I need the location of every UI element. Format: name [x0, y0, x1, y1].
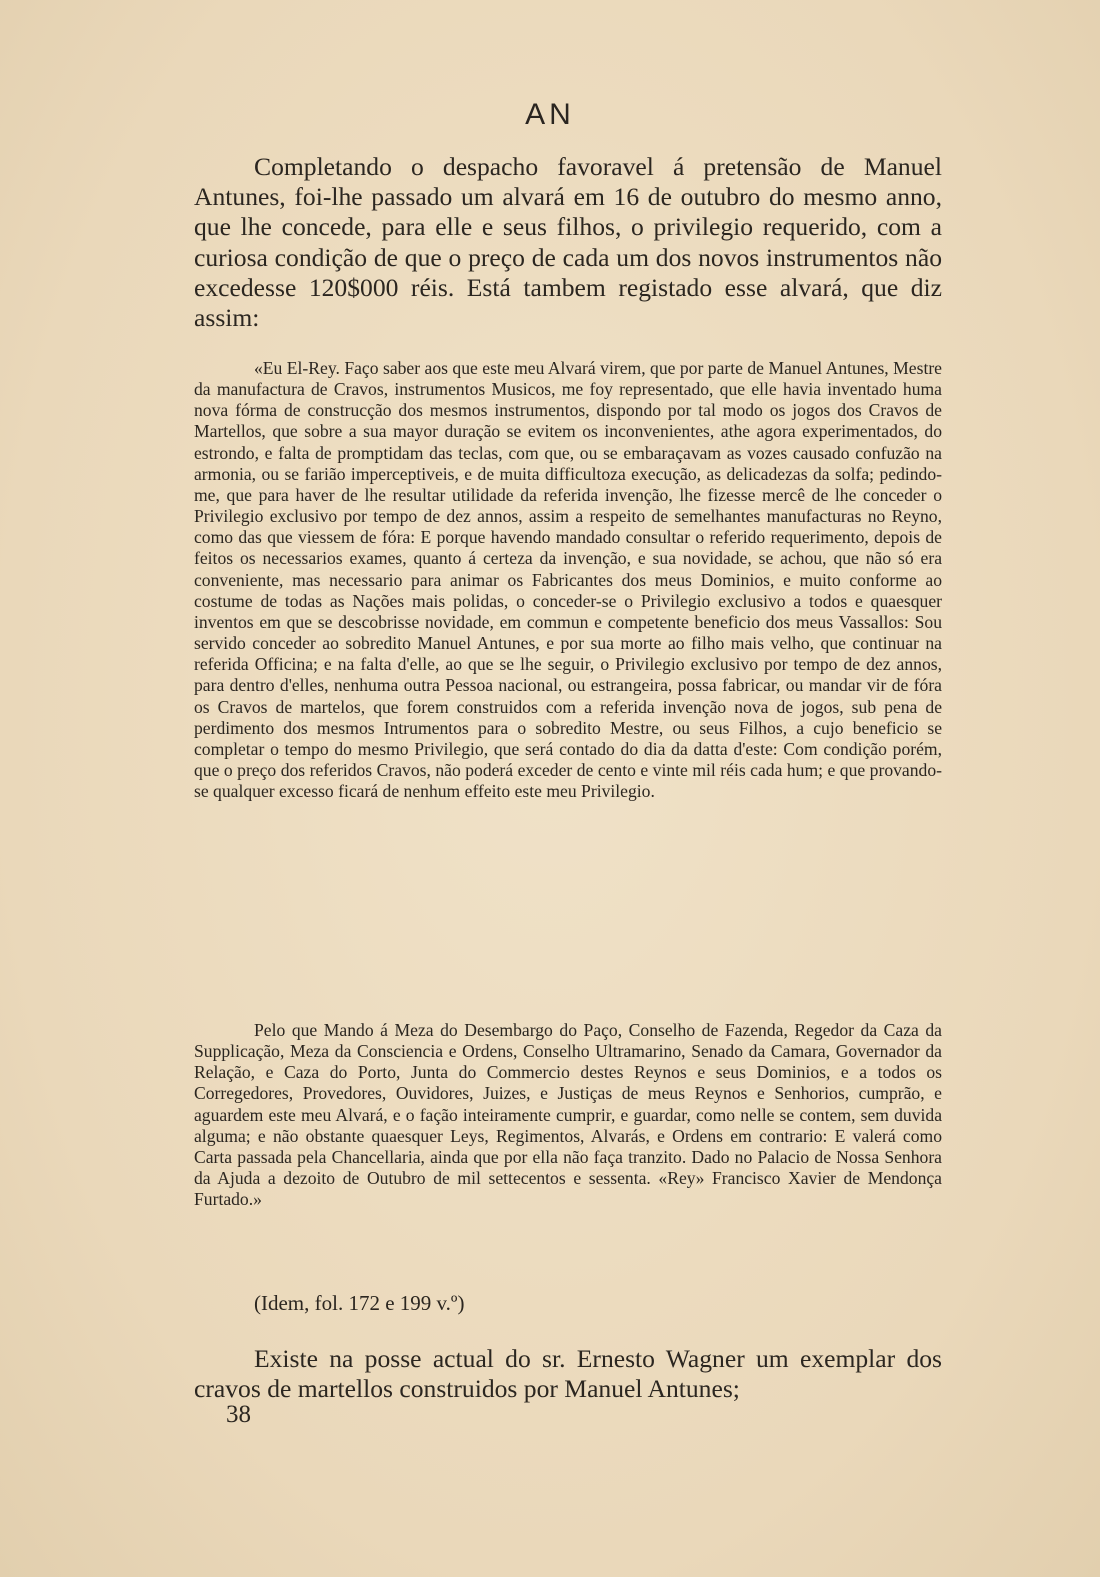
intro-paragraph: Completando o despacho favoravel á pretensão de Manuel Antunes, foi-lhe passado um alvará em 16 de outubro do mesmo anno, que lhe concede, para elle e seus filhos, o privilegio requerido, com a curiosa condição de que o preço de cada um dos novos instrumentos não excedesse 120$000 réis. Está tambem registado esse alvará, que diz assim:	[194, 152, 942, 333]
closing-paragraph: Existe na posse actual do sr. Ernesto Wagner um exemplar dos cravos de martellos construidos por Manuel Antunes;	[194, 1344, 942, 1404]
page-number: 38	[226, 1401, 251, 1428]
alvara-paragraph-1: «Eu El-Rey. Faço saber aos que este meu Alvará virem, que por parte de Manuel Antunes, Mestre da manufactura de Cravos, instrumentos Musicos, me foy representado, que elle havia inventado huma nova fórma de construcção dos mesmos instrumentos, dispondo por tal modo os jogos dos Cravos de Martellos, que sobre a sua mayor duração se evitem os inconvenientes, athe agora experimentados, do estrondo, e falta de promptidam das teclas, com que, ou se embaraçavam as vozes causado confuzão na armonia, ou se farião imperceptiveis, e de muita difficultoza execução, as delicadezas da solfa; pedindo-me, que para haver de lhe resultar utilidade da referida invenção, lhe fizesse mercê de lhe conceder o Privilegio exclusivo por tempo de dez annos, assim a respeito de semelhantes manufacturas no Reyno, como das que viessem de fóra: E porque havendo mandado consultar o referido requerimento, depois de feitos os necessarios exames, quanto á certeza da invenção, e sua novidade, se achou, que não só era conveniente, mas necessario para animar os Fabricantes dos meus Dominios, e muito conforme ao costume de todas as Nações mais polidas, o conceder-se o Privilegio exclusivo a todos e quaesquer inventos em que se descobrisse novidade, em commun e competente beneficio dos meus Vassallos: Sou servido conceder ao sobredito Manuel Antunes, e por sua morte ao filho mais velho, que continuar na referida Officina; e na falta d'elle, ao que se lhe seguir, o Privilegio exclusivo por tempo de dez annos, para dentro d'elles, nenhuma outra Pessoa nacional, ou estrangeira, possa fabricar, ou mandar vir de fóra os Cravos de martelos, que forem construidos com a referida invenção nova de jogos, sub pena de perdimento dos mesmos Intrumentos para o sobredito Mestre, ou seus Filhos, a cujo beneficio se completar o tempo do mesmo Privilegio, que será contado do dia da datta d'este: Com condição porém, que o preço dos referidos Cravos, não poderá exceder de cento e vinte mil réis cada hum; e que provando-se qualquer excesso ficará de nenhum effeito este meu Privilegio.	[194, 358, 942, 802]
alvara-paragraph-2: Pelo que Mando á Meza do Desembargo do Paço, Conselho de Fazenda, Regedor da Caza da Supplicação, Meza da Consciencia e Ordens, Conselho Ultramarino, Senado da Camara, Governador da Relação, e Caza do Porto, Junta do Commercio destes Reynos e seus Dominios, e a todos os Corregedores, Provedores, Ouvidores, Juizes, e Justiças de meus Reynos e Senhorios, cumprão, e aguardem este meu Alvará, e o fação inteiramente cumprir, e guardar, como nelle se contem, sem duvida alguma; e não obstante quaesquer Leys, Regimentos, Alvarás, e Ordens em contrario: E valerá como Carta passada pela Chancellaria, ainda que por ella não faça tranzito. Dado no Palacio de Nossa Senhora da Ajuda a dezoito de Outubro de mil settecentos e sessenta. «Rey» Francisco Xavier de Mendonça Furtado.»	[194, 1020, 942, 1210]
source-citation: (Idem, fol. 172 e 199 v.º)	[254, 1291, 465, 1315]
page-header: AN	[525, 98, 575, 131]
